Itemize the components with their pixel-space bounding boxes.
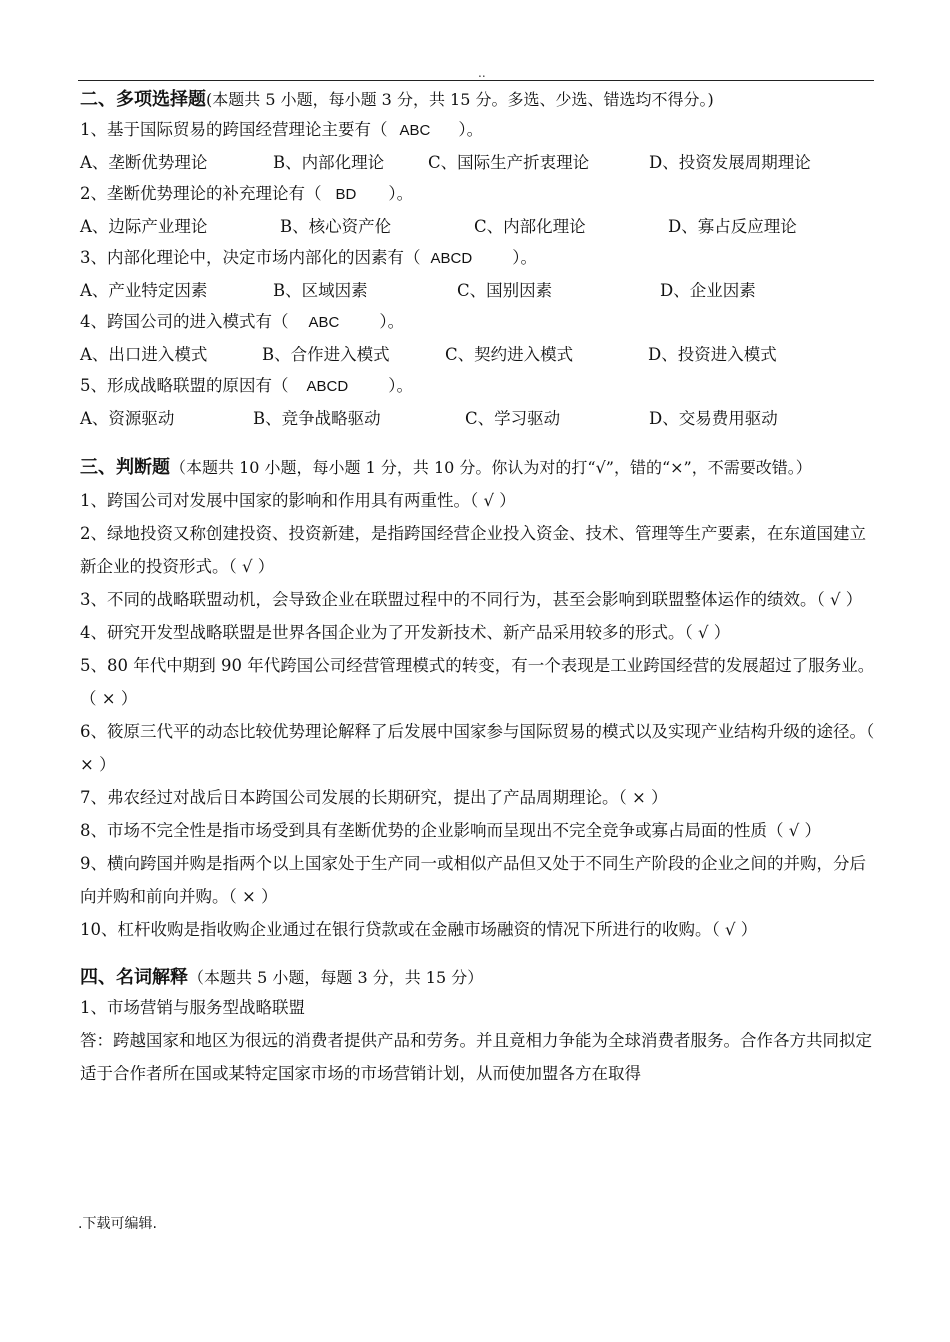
answer: ABC [399, 122, 431, 139]
option: C、内部化理论 [474, 216, 586, 236]
judge-item: 8、市场不完全性是指市场受到具有垄断优势的企业影响而呈现出不完全竞争或寡占局面的性质（ √ ） [80, 821, 822, 840]
header-rule [78, 80, 874, 81]
option-row [80, 403, 880, 435]
answer: BD [335, 186, 357, 203]
question-stem: 5、形成战略联盟的原因有（ ABCD ）。 [80, 370, 880, 403]
section-terms-heading [80, 964, 880, 992]
option: D、投资进入模式 [648, 344, 777, 364]
section-note: （本题共 5 小题，每题 3 分，共 15 分） [188, 968, 484, 987]
option: A、出口进入模式 [80, 344, 208, 364]
option-row [80, 275, 880, 307]
page-footer: .下载可编辑. [78, 1216, 157, 1232]
question [80, 114, 880, 178]
judge-item: 4、研究开发型战略联盟是世界各国企业为了开发新技术、新产品采用较多的形式。（ √ ） [80, 623, 731, 642]
judge-item: 5、80 年代中期到 90 年代跨国公司经营管理模式的转变，有一个表现是工业跨国经营的发展超过了服务业。（ × ） [80, 656, 875, 708]
option: B、竞争战略驱动 [253, 408, 381, 428]
option: C、契约进入模式 [445, 344, 574, 364]
question-stem: 3、内部化理论中，决定市场内部化的因素有（ ABCD ）。 [80, 242, 880, 275]
question-stem: 2、垄断优势理论的补充理论有（ BD ）。 [80, 178, 880, 211]
question-stem: 1、基于国际贸易的跨国经营理论主要有（ ABC ）。 [80, 114, 880, 147]
option: B、合作进入模式 [262, 344, 390, 364]
option: B、内部化理论 [273, 152, 385, 172]
term-answer: 答：跨越国家和地区为很远的消费者提供产品和劳务。并且竟相力争能为全球消费者服务。合作各方共同拟定适于合作者所在国或某特定国家市场的市场营销计划，从而使加盟各方在取得 [80, 1030, 872, 1083]
option: C、国别因素 [457, 280, 553, 300]
answer: ABCD [430, 250, 473, 267]
judge-item: 6、筱原三代平的动态比较优势理论解释了后发展中国家参与国际贸易的模式以及实现产业结构升级的途径。（ × ） [80, 722, 875, 774]
answer: ABCD [306, 378, 349, 395]
option-row [80, 147, 880, 179]
answer: ABC [308, 314, 340, 331]
header-mark: .. [478, 66, 486, 80]
option: B、核心资产伦 [280, 216, 392, 236]
judge-item: 7、弗农经过对战后日本跨国公司发展的长期研究，提出了产品周期理论。（ × ） [80, 788, 668, 807]
judge-item: 9、横向跨国并购是指两个以上国家处于生产同一或相似产品但又处于不同生产阶段的企业之间的并购，分后向并购和前向并购。（ × ） [80, 854, 866, 906]
judge-item: 10、杠杆收购是指收购企业通过在银行贷款或在金融市场融资的情况下所进行的收购。（ √ ） [80, 920, 758, 939]
option: A、垄断优势理论 [80, 152, 208, 172]
question [80, 370, 880, 434]
section-true-false-heading [80, 452, 880, 484]
section-title: 四、名词解释 [80, 967, 188, 988]
section-title: 三、判断题 [80, 457, 170, 478]
option: B、区域因素 [273, 280, 368, 300]
section-note: （本题共 10 小题，每小题 1 分，共 10 分。你认为对的打“√”，错的“×”，不需要改错。） [170, 458, 812, 477]
question [80, 178, 880, 242]
question [80, 306, 880, 370]
judge-item: 1、跨国公司对发展中国家的影响和作用具有两重性。（ √ ） [80, 491, 516, 510]
term-question: 1、市场营销与服务型战略联盟 [80, 998, 305, 1017]
option: D、投资发展周期理论 [649, 152, 811, 172]
option-row [80, 211, 880, 243]
section-multiple-choice-heading [80, 86, 880, 114]
section-title: 二、多项选择题 [80, 89, 206, 110]
option-row [80, 339, 880, 371]
option: A、产业特定因素 [80, 280, 208, 300]
question [80, 242, 880, 306]
judge-item: 2、绿地投资又称创建投资、投资新建，是指跨国经营企业投入资金、技术、管理等生产要素，在东道国建立新企业的投资形式。（ √ ） [80, 524, 866, 576]
option: D、寡占反应理论 [668, 216, 797, 236]
option: C、国际生产折衷理论 [428, 152, 590, 172]
option: A、资源驱动 [80, 408, 175, 428]
judge-item: 3、不同的战略联盟动机，会导致企业在联盟过程中的不同行为，甚至会影响到联盟整体运作的绩效。（ √ ） [80, 590, 863, 609]
document-body [80, 86, 880, 1090]
option: D、企业因素 [660, 280, 756, 300]
question-stem: 4、跨国公司的进入模式有（ ABC ）。 [80, 306, 880, 339]
option: A、边际产业理论 [80, 216, 208, 236]
option: C、学习驱动 [465, 408, 561, 428]
section-note: (本题共 5 小题，每小题 3 分，共 15 分。多选、少选、错选均不得分。) [206, 90, 714, 109]
option: D、交易费用驱动 [649, 408, 778, 428]
